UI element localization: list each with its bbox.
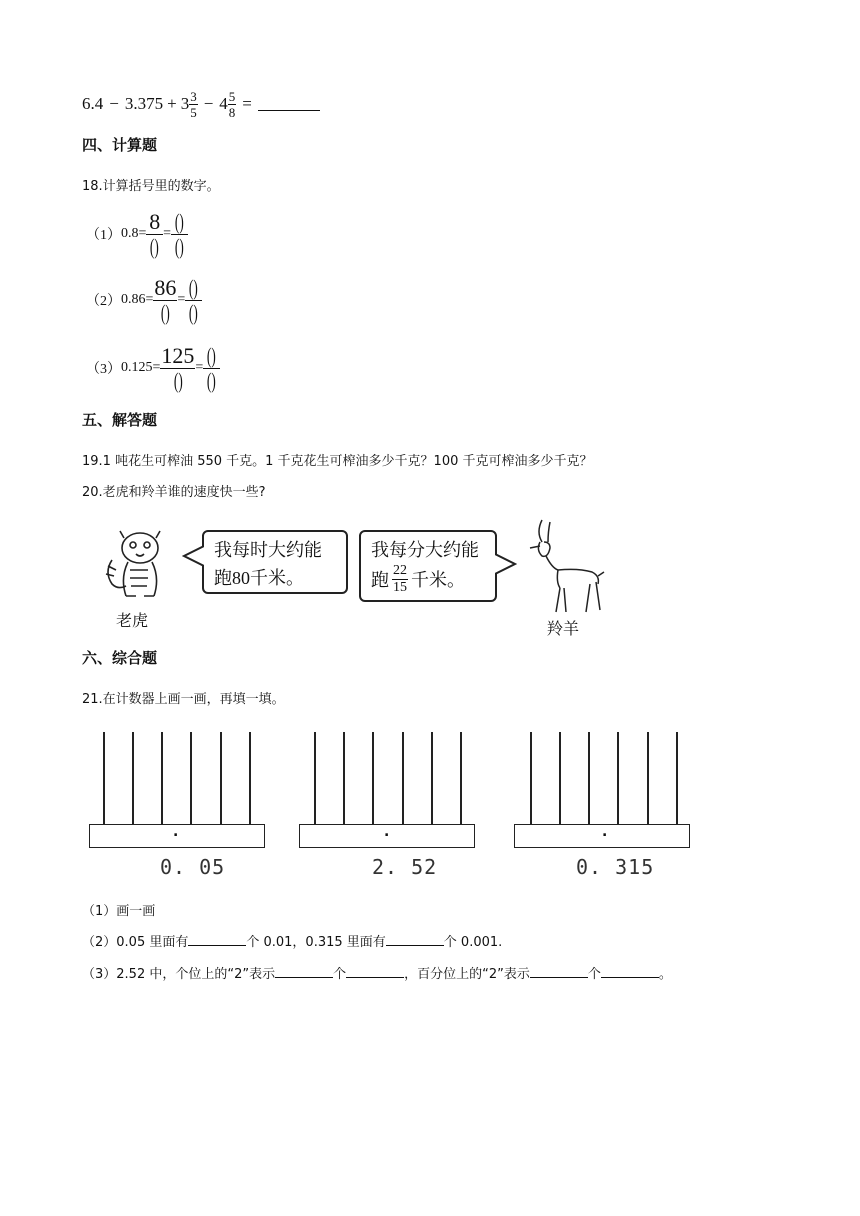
counter-rod[interactable] <box>220 732 222 825</box>
q17-mixed2-denominator: 8 <box>228 104 236 120</box>
q18-item-2-numerator: 86 <box>154 274 177 300</box>
q21-sub2 <box>82 931 502 950</box>
bubble2-suffix: 千米。 <box>411 569 465 590</box>
bubble2-fraction <box>392 564 408 595</box>
q18-equals: = <box>177 292 186 307</box>
bubble2-prefix: 跑 <box>371 569 389 590</box>
bubble2-line2 <box>371 564 485 595</box>
q21-prompt: 21.在计数器上画一画，再填一填。 <box>82 692 285 707</box>
counter-rod[interactable] <box>249 732 251 825</box>
q17-mixed1-denominator: 5 <box>190 104 197 120</box>
q21-sub3-text-b: 个 <box>333 967 347 982</box>
bubble1-line1: 我每时大约能 <box>214 540 322 560</box>
q18-blank-paren[interactable]: () <box>189 274 199 300</box>
counter-rod[interactable] <box>617 732 619 825</box>
q17-equals: = <box>242 94 252 113</box>
counter-rod[interactable] <box>103 732 105 825</box>
q21-sub2-blank-2[interactable] <box>386 933 444 946</box>
bubble1-tail <box>182 544 204 568</box>
q18-item-1 <box>86 204 188 264</box>
bubble2-tail <box>495 552 517 576</box>
counter-rod[interactable] <box>559 732 561 825</box>
q18-item-label: （2） <box>86 294 121 309</box>
q21-sub2-text-a: （2）0.05 里面有 <box>82 935 189 950</box>
q18-item-2-fraction-a <box>153 274 177 325</box>
counter-rod[interactable] <box>647 732 649 825</box>
q17-minus: − <box>109 94 119 113</box>
q18-item-1-fraction-b <box>171 208 188 259</box>
q18-item-3-numerator: 125 <box>161 342 195 368</box>
q18-blank-paren[interactable]: () <box>189 299 199 325</box>
decimal-point: . <box>384 824 390 840</box>
decimal-point: . <box>173 824 179 840</box>
q18-equals: = <box>195 360 204 375</box>
counter-rod[interactable] <box>402 732 404 825</box>
q17-answer-blank[interactable] <box>258 98 320 111</box>
tiger-speech-bubble <box>202 530 348 594</box>
bubble1-line2: 跑80千米。 <box>214 568 304 588</box>
q18-blank-paren[interactable]: () <box>150 233 160 259</box>
q17-mixed1-whole: 3 <box>180 94 190 113</box>
q18-item-1-numerator: 8 <box>149 208 161 234</box>
q18-item-value: 0.8= <box>121 226 147 241</box>
section-6-heading: 六、综合题 <box>82 649 158 667</box>
q18-blank-paren[interactable]: () <box>207 367 217 393</box>
q18-item-value: 0.125= <box>121 360 161 375</box>
q21-sub3-blank-1[interactable] <box>275 965 333 978</box>
counter-rod[interactable] <box>460 732 462 825</box>
counter-rod[interactable] <box>372 732 374 825</box>
q17-mixed1-numerator: 3 <box>190 88 197 104</box>
tiger-label: 老虎 <box>116 613 149 630</box>
counter-rod[interactable] <box>676 732 678 825</box>
section-4-heading: 四、计算题 <box>82 136 158 154</box>
counter-rod[interactable] <box>161 732 163 825</box>
antelope-speech-bubble <box>359 530 497 602</box>
antelope-label: 羚羊 <box>547 621 580 638</box>
counter-rod[interactable] <box>314 732 316 825</box>
decimal-point: . <box>602 824 608 840</box>
q18-prompt: 18.计算括号里的数字。 <box>82 179 220 194</box>
section-5-heading: 五、解答题 <box>82 411 158 429</box>
q18-blank-paren[interactable]: () <box>207 342 217 368</box>
q18-item-label: （3） <box>86 362 121 377</box>
q18-blank-paren[interactable]: () <box>161 299 170 325</box>
q18-item-3 <box>86 338 220 398</box>
counter-number: 2. 52 <box>372 855 438 879</box>
q18-item-3-fraction-a <box>160 342 195 393</box>
q20-text: 20.老虎和羚羊谁的速度快一些? <box>82 485 266 500</box>
q21-sub2-text-c: 个 0.001. <box>443 935 503 950</box>
tiger-illustration <box>98 526 176 606</box>
q21-sub3-blank-2[interactable] <box>346 965 404 978</box>
q17-formula <box>82 86 320 122</box>
q17-term2: 3.375 <box>124 94 164 113</box>
counter-rod[interactable] <box>190 732 192 825</box>
counter-number: 0. 315 <box>576 855 655 879</box>
counter-rod[interactable] <box>588 732 590 825</box>
q21-sub3-text-d: 个 <box>587 967 601 982</box>
q17-mixed2-fraction <box>228 90 237 119</box>
q18-item-1-fraction-a <box>146 208 163 259</box>
q18-item-2-fraction-b <box>185 274 202 325</box>
q17-mixed2-numerator: 5 <box>228 88 236 104</box>
q21-sub3-text-c: ，百分位上的“2”表示 <box>404 967 530 982</box>
q21-sub3-blank-3[interactable] <box>530 965 588 978</box>
q21-sub3-blank-4[interactable] <box>601 965 659 978</box>
counter-rod[interactable] <box>431 732 433 825</box>
q21-sub2-blank-1[interactable] <box>188 933 246 946</box>
q18-item-label: （1） <box>86 228 121 243</box>
q21-sub3-text-a: （3）2.52 中，个位上的“2”表示 <box>82 967 276 982</box>
antelope-illustration <box>518 518 608 616</box>
q21-sub2-text-b: 个 0.01，0.315 里面有 <box>246 935 386 950</box>
q21-sub1: （1）画一画 <box>82 904 156 919</box>
counter-rod[interactable] <box>343 732 345 825</box>
q18-item-2 <box>86 270 202 330</box>
counter-rod[interactable] <box>132 732 134 825</box>
q21-sub3-text-e: 。 <box>658 967 672 982</box>
q17-plus: + <box>167 94 177 113</box>
q18-equals: = <box>163 226 171 241</box>
bubble2-line1: 我每分大约能 <box>371 540 479 560</box>
bubble2-denominator: 15 <box>393 580 407 595</box>
q18-blank-paren[interactable]: () <box>173 367 183 393</box>
q17-mixed1-fraction <box>189 90 198 119</box>
bubble2-numerator: 22 <box>393 563 407 578</box>
q18-blank-paren[interactable]: () <box>174 233 184 259</box>
q21-sub3 <box>82 963 672 982</box>
q17-mixed2-whole: 4 <box>219 94 228 113</box>
q18-item-3-fraction-b <box>203 342 220 393</box>
counter-rod[interactable] <box>530 732 532 825</box>
q18-item-value: 0.86= <box>121 292 154 307</box>
q19-text: 19.1 吨花生可榨油 550 千克。1 千克花生可榨油多少千克？100 千克可榨油多少千克？ <box>82 454 593 469</box>
counter-number: 0. 05 <box>160 855 226 879</box>
q18-blank-paren[interactable]: () <box>174 208 184 234</box>
q17-term1: 6.4 <box>82 94 104 113</box>
q17-minus-2: − <box>203 94 214 113</box>
